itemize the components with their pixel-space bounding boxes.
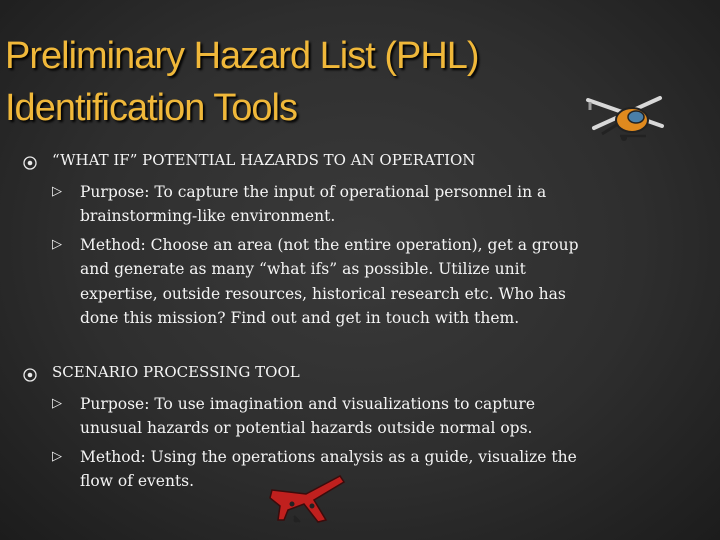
- text-line: done this mission? Find out and get in touch with them.: [80, 308, 520, 327]
- slide-title-line-2: Identification Tools: [5, 87, 297, 129]
- slide-title: [5, 30, 565, 134]
- text-line: and generate as many “what ifs” as possible. Utilize unit: [80, 260, 526, 279]
- helicopter-icon: [584, 90, 668, 146]
- text-line: Purpose: To use imagination and visualizations to capture: [80, 395, 536, 413]
- list-item-method: [80, 445, 640, 494]
- list-item-purpose: [80, 392, 640, 441]
- arrow-bullet-icon: ▷: [52, 184, 62, 199]
- list-item-method: [80, 233, 640, 330]
- circle-dot-icon: [22, 155, 38, 171]
- airplane-icon: [266, 470, 346, 526]
- section-heading: SCENARIO PROCESSING TOOL: [52, 363, 300, 381]
- text-line: unusual hazards or potential hazards outside normal ops.: [80, 419, 533, 438]
- arrow-bullet-icon: ▷: [52, 449, 62, 464]
- text-line: flow of events.: [80, 472, 195, 491]
- section-heading: “WHAT IF” POTENTIAL HAZARDS TO AN OPERATION: [52, 151, 476, 169]
- text-line: Method: Using the operations analysis as a guide, visualize the: [80, 448, 577, 466]
- list-item-purpose: [80, 180, 640, 229]
- slide-title-line-1: Preliminary Hazard List (PHL): [5, 35, 479, 77]
- text-line: expertise, outside resources, historical research etc. Who has: [80, 284, 566, 303]
- arrow-bullet-icon: ▷: [52, 396, 62, 411]
- circle-dot-icon: [22, 367, 38, 383]
- arrow-bullet-icon: ▷: [52, 237, 62, 252]
- text-line: Purpose: To capture the input of operational personnel in a: [80, 183, 547, 201]
- text-line: brainstorming-like environment.: [80, 207, 336, 226]
- text-line: Method: Choose an area (not the entire operation), get a group: [80, 236, 579, 254]
